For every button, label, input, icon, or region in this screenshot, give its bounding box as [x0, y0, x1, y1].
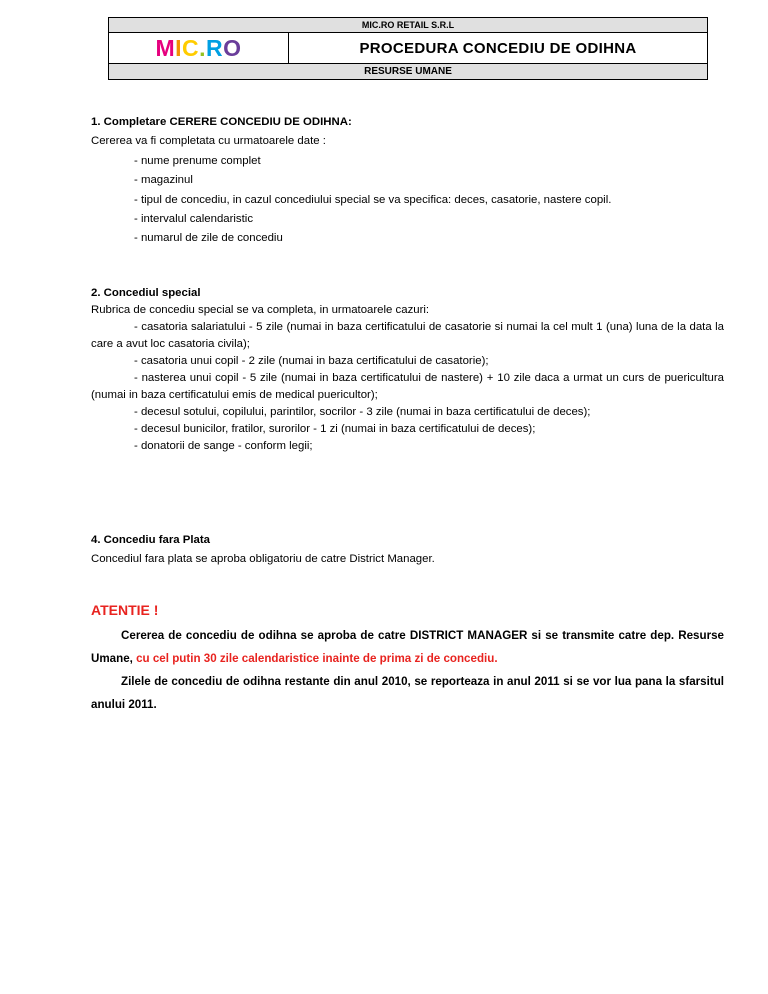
list-item: - decesul bunicilor, fratilor, surorilor - 1 zi (numai in baza certificatului de deces); — [134, 422, 536, 435]
logo-cell — [109, 33, 289, 63]
section2-heading: 2. Concediul special — [91, 286, 201, 299]
list-item: - nume prenume complet — [134, 154, 261, 167]
logo-letter: C — [182, 34, 200, 61]
list-item: - casatoria unui copil - 2 zile (numai in baza certificatului de casatorie); — [134, 354, 489, 367]
department-name: RESURSE UMANE — [109, 63, 707, 79]
list-item: - intervalul calendaristic — [134, 213, 254, 226]
section-atentie — [91, 600, 724, 716]
document-body — [91, 113, 724, 716]
section-completare-cerere — [91, 113, 724, 249]
section1-intro: Cererea va fi completata cu urmatoarele date : — [91, 135, 326, 148]
section-concediu-fara-plata — [91, 531, 724, 570]
section4-text: Concediul fara plata se aproba obligatoriu de catre District Manager. — [91, 553, 435, 566]
section4-heading: 4. Concediu fara Plata — [91, 533, 211, 546]
logo-letter: . — [199, 34, 207, 61]
list-item: - tipul de concediu, in cazul concediului special se va specifica: deces, casatorie, nastere copil. — [134, 193, 612, 206]
company-name: MIC.RO RETAIL S.R.L — [109, 18, 707, 33]
attention-paragraph-1 — [91, 624, 724, 670]
list-item: - nasterea unui copil - 5 zile (numai in baza certificatului de nastere) + 10 zile daca a urmat un curs de puericultura (numai in baza certificatului emis de medical puericultor); — [91, 371, 724, 401]
attention-deadline: cu cel putin 30 zile calendaristice inainte de prima zi de concediu. — [136, 651, 498, 665]
logo-letter: R — [206, 34, 224, 61]
attention-text: Cererea de concediu de odihna se aproba de catre DISTRICT MANAGER si se transmite catre dep. Resurse Umane, — [91, 628, 724, 665]
logo-letter: M — [155, 34, 176, 61]
attention-paragraph-2: Zilele de concediu de odihna restante din anul 2010, se reporteaza in anul 2011 si se vor lua pana la sfarsitul anului 2011. — [91, 674, 724, 711]
list-item: - magazinul — [134, 174, 193, 187]
document-title: PROCEDURA CONCEDIU DE ODIHNA — [359, 39, 637, 57]
list-item: - decesul sotului, copilului, parintilor, socrilor - 3 zile (numai in baza certificatului de deces); — [134, 405, 591, 418]
list-item: - donatorii de sange - conform legii; — [134, 439, 313, 452]
attention-title: ATENTIE ! — [91, 601, 159, 618]
section-concediu-special — [91, 285, 724, 455]
logo-letter: I — [175, 34, 183, 61]
list-item: - numarul de zile de concediu — [134, 232, 283, 245]
section2-intro: Rubrica de concediu special se va completa, in urmatoarele cazuri: — [91, 303, 430, 316]
document-header — [108, 17, 708, 80]
list-item: - casatoria salariatului - 5 zile (numai in baza certificatului de casatorie si numai la cel mult 1 (una) luna de la data la care a avut loc casatoria civila); — [91, 320, 724, 350]
logo-letter: O — [223, 34, 242, 61]
micro-logo — [155, 34, 242, 61]
header-middle-row — [109, 33, 707, 63]
section1-heading: 1. Completare CERERE CONCEDIU DE ODIHNA: — [91, 116, 352, 128]
